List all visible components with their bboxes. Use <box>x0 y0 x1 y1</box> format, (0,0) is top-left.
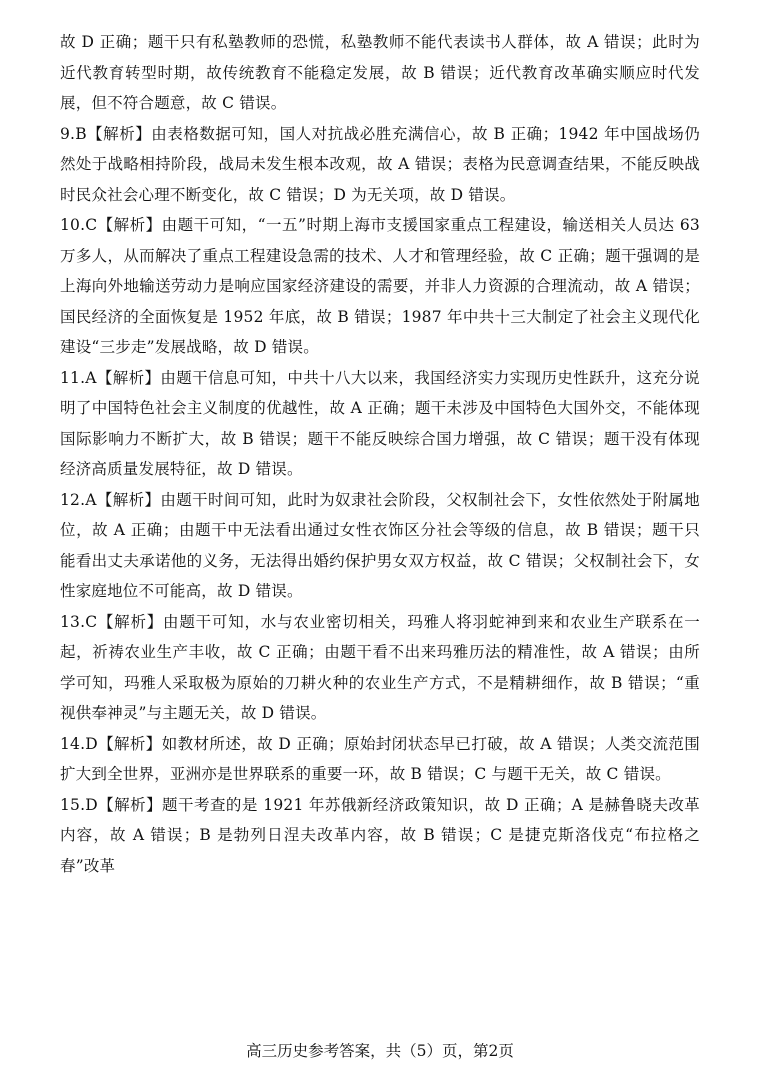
answer-15: 15.D【解析】题干考查的是 1921 年苏俄新经济政策知识，故 D 正确；A 是赫鲁晓夫改革内容，故 A 错误；B 是勃列日涅夫改革内容，故 B 错误；C 是捷克斯洛伐克“布拉格之春”改革 <box>60 795 700 875</box>
answer-9: 9.B【解析】由表格数据可知，国人对抗战必胜充满信心，故 B 正确；1942 年中国战场仍然处于战略相持阶段，战局未发生根本改观，故 A 错误；表格为民意调查结果，不能反映战时民众社会心理不断变化，故 C 错误；D 为无关项，故 D 错误。 <box>60 124 700 204</box>
answer-10: 10.C【解析】由题干可知，“一五”时期上海市支援国家重点工程建设，输送相关人员达 63 万多人，从而解决了重点工程建设急需的技术、人才和管理经验，故 C 正确；题干强调的是上海向外地输送劳动力是响应国家经济建设的需要，并非人力资源的合理流动，故 A 错误；国民经济的全面恢复是 1952 年底，故 B 错误；1987 年中共十三大制定了社会主义现代化建设“三步走”发展战略，故 D 错误。 <box>60 216 700 356</box>
paragraph-continuation: 故 D 正确；题干只有私塾教师的恐慌，私塾教师不能代表读书人群体，故 A 错误；此时为近代教育转型时期，故传统教育不能稳定发展，故 B 错误；近代教育改革确实顺应时代发展，但不符合题意，故 C 错误。 <box>60 33 700 112</box>
answer-11: 11.A【解析】由题干信息可知，中共十八大以来，我国经济实力实现历史性跃升，这充分说明了中国特色社会主义制度的优越性，故 A 正确；题干未涉及中国特色大国外交，不能体现国际影响力不断扩大，故 B 错误；题干不能反映综合国力增强，故 C 错误；题干没有体现经济高质量发展特征，故 D 错误。 <box>60 368 700 478</box>
page-footer: 高三历史参考答案，共（5）页，第2页 <box>246 1042 514 1060</box>
answer-13: 13.C【解析】由题干可知，水与农业密切相关，玛雅人将羽蛇神到来和农业生产联系在一起，祈祷农业生产丰收，故 C 正确；由题干看不出来玛雅历法的精准性，故 A 错误；由所学可知，玛雅人采取极为原始的刀耕火种的农业生产方式，不是精耕细作，故 B 错误；“重视供奉神灵”与主题无关，故 D 错误。 <box>60 612 700 722</box>
answer-12: 12.A【解析】由题干时间可知，此时为奴隶社会阶段，父权制社会下，女性依然处于附属地位，故 A 正确；由题干中无法看出通过女性衣饰区分社会等级的信息，故 B 错误；题干只能看出丈夫承诺他的义务，无法得出婚约保护男女双方权益，故 C 错误；父权制社会下，女性家庭地位不可能高，故 D 错误。 <box>60 490 700 600</box>
answer-content <box>60 27 700 881</box>
answer-14: 14.D【解析】如教材所述，故 D 正确；原始封闭状态早已打破，故 A 错误；人类交流范围扩大到全世界，亚洲亦是世界联系的重要一环，故 B 错误；C 与题干无关，故 C 错误。 <box>60 734 700 783</box>
